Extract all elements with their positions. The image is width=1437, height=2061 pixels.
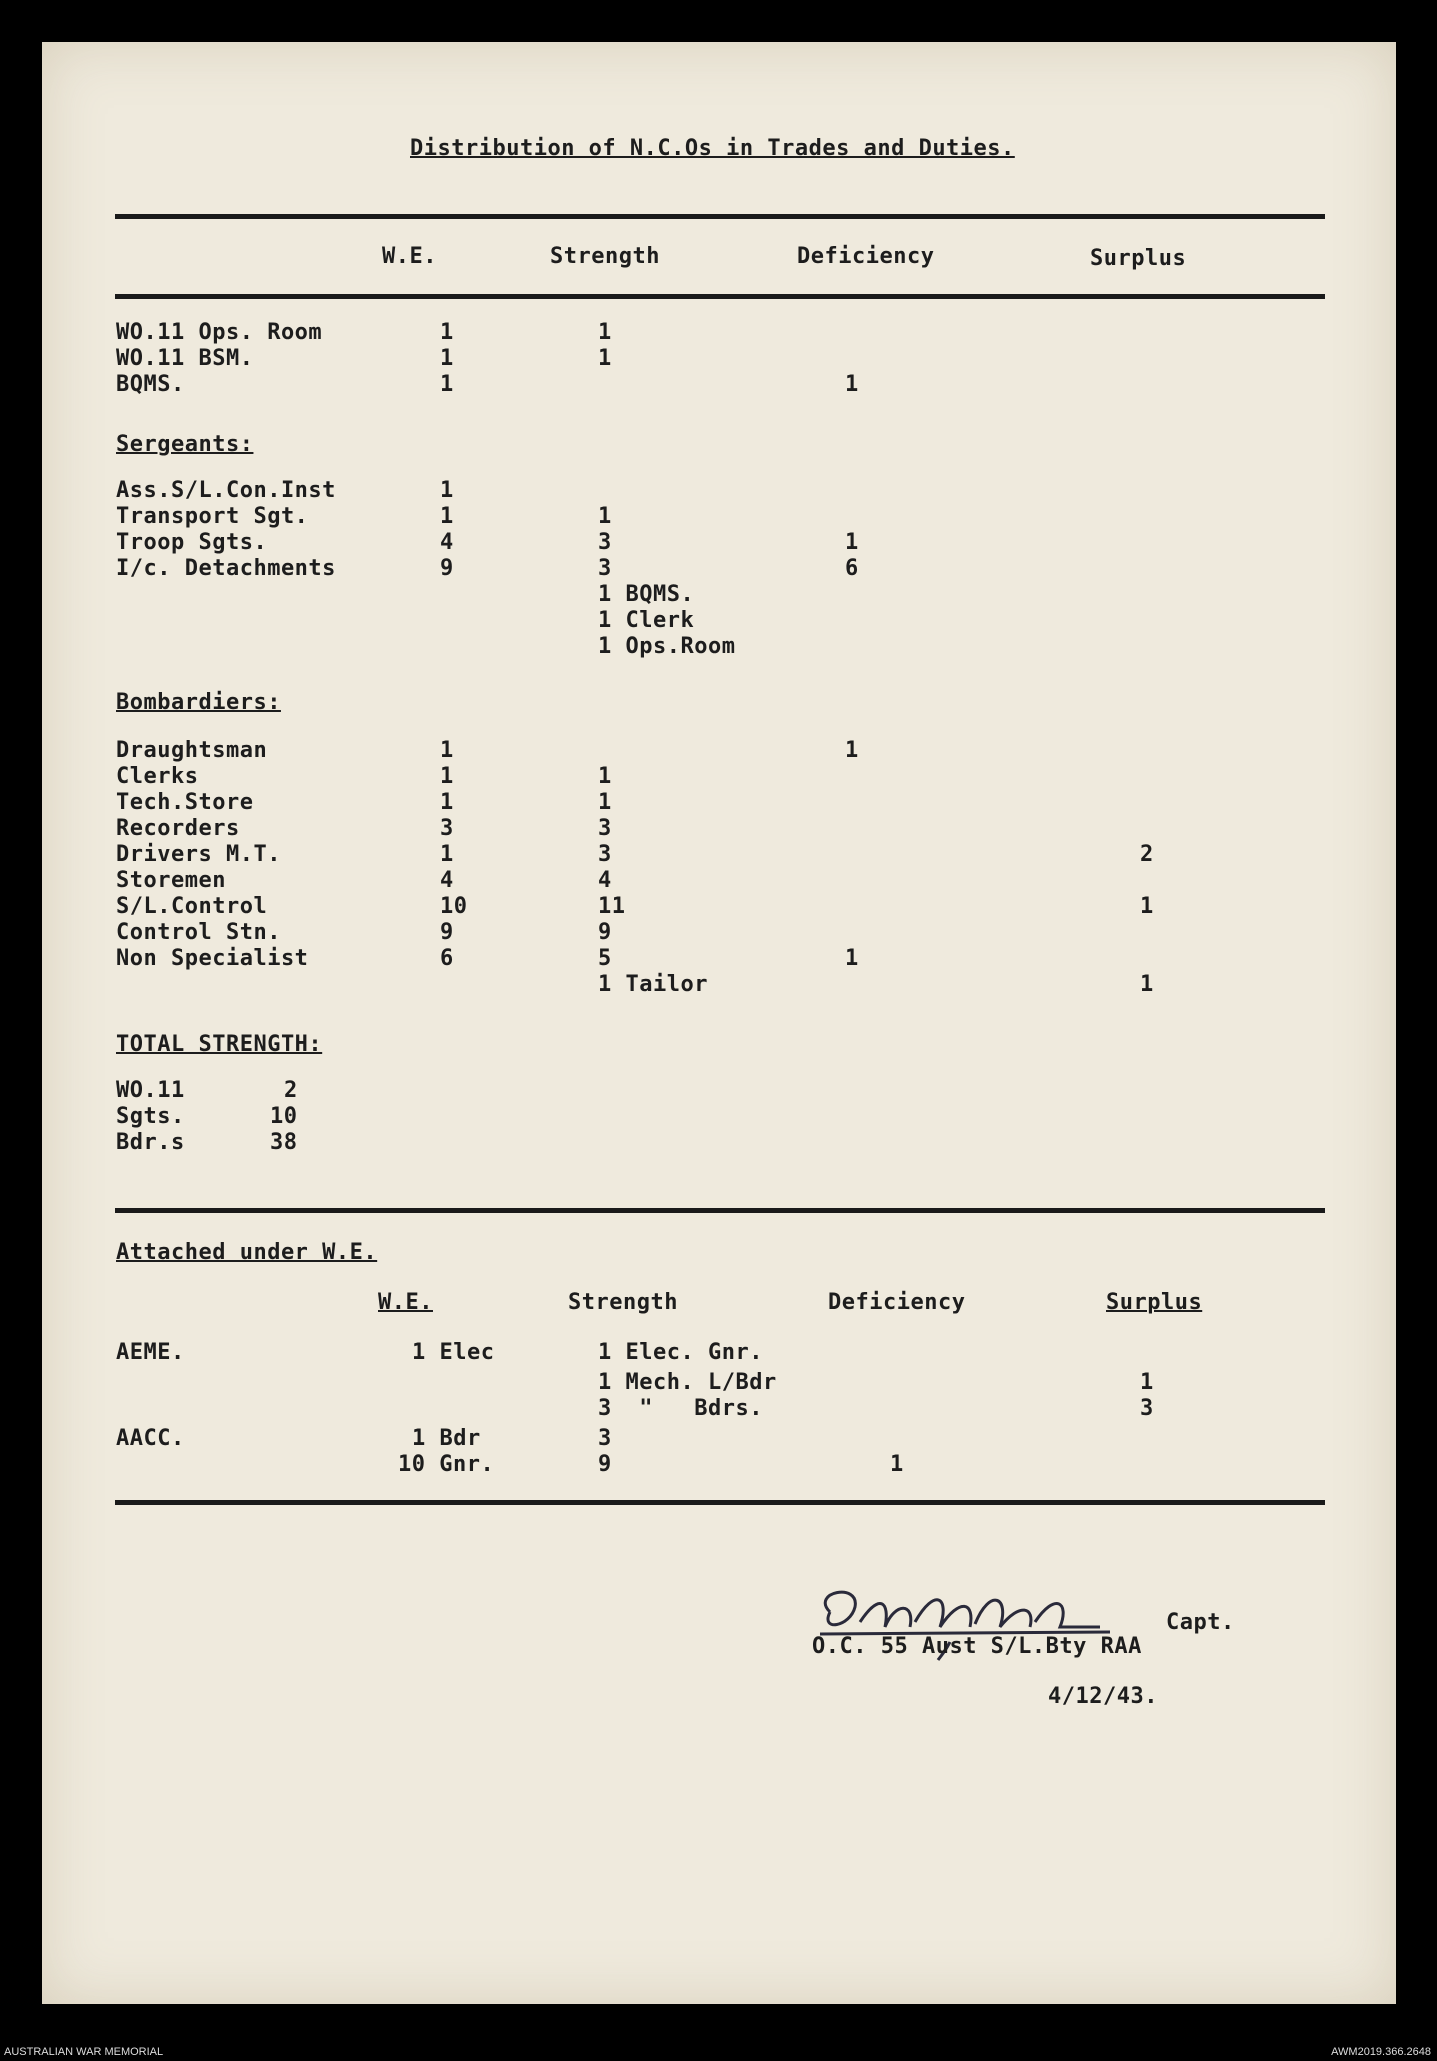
cell-surplus: 1	[1140, 972, 1154, 997]
total-value: 38	[270, 1130, 298, 1155]
cell-strength: 4	[598, 868, 612, 893]
cell-strength: 3	[598, 842, 612, 867]
total-value: 2	[284, 1078, 298, 1103]
cell-strength: 1	[598, 346, 612, 371]
cell-strength: 3	[598, 816, 612, 841]
cell-strength: 1 Ops.Room	[598, 634, 736, 659]
cell-we: 1	[440, 478, 454, 503]
row-label: S/L.Control	[116, 894, 268, 919]
attached-strength: 3 " Bdrs.	[598, 1396, 763, 1421]
attached-we: 1 Bdr	[412, 1426, 481, 1451]
header-deficiency: Deficiency	[797, 244, 935, 269]
cell-we: 1	[440, 738, 454, 763]
attached-header-deficiency: Deficiency	[828, 1290, 966, 1315]
total-label: WO.11	[116, 1078, 185, 1103]
footer-left: AUSTRALIAN WAR MEMORIAL	[4, 2046, 164, 2058]
attached-strength: 1 Mech. L/Bdr	[598, 1370, 777, 1395]
cell-we: 9	[440, 920, 454, 945]
total-label: Bdr.s	[116, 1130, 185, 1155]
row-label: Draughtsman	[116, 738, 268, 763]
total-strength-heading: TOTAL STRENGTH:	[116, 1032, 323, 1057]
row-label: WO.11 Ops. Room	[116, 320, 323, 345]
rule-under-header	[115, 294, 1325, 299]
attached-strength: 9	[598, 1452, 612, 1477]
cell-deficiency: 6	[845, 556, 859, 581]
attached-heading: Attached under W.E.	[116, 1240, 378, 1265]
cell-deficiency: 1	[845, 738, 859, 763]
cell-strength: 1 Tailor	[598, 972, 708, 997]
cell-strength: 1 BQMS.	[598, 582, 695, 607]
row-label: Storemen	[116, 868, 226, 893]
row-label: WO.11 BSM.	[116, 346, 254, 371]
footer-right: AWM2019.366.2648	[1331, 2046, 1431, 2058]
cell-we: 3	[440, 816, 454, 841]
cell-strength: 1 Clerk	[598, 608, 695, 633]
cell-we: 4	[440, 530, 454, 555]
sergeants-heading: Sergeants:	[116, 432, 254, 457]
signature-unit: O.C. 55 Aust S/L.Bty RAA	[812, 1634, 1142, 1659]
cell-strength: 3	[598, 556, 612, 581]
cell-strength: 11	[598, 894, 626, 919]
header-we: W.E.	[382, 244, 437, 269]
attached-header-surplus: Surplus	[1106, 1290, 1203, 1315]
cell-deficiency: 1	[845, 946, 859, 971]
cell-strength: 5	[598, 946, 612, 971]
row-label: Ass.S/L.Con.Inst	[116, 478, 336, 503]
row-label: Recorders	[116, 816, 240, 841]
row-label: I/c. Detachments	[116, 556, 336, 581]
cell-surplus: 1	[1140, 894, 1154, 919]
row-label: Clerks	[116, 764, 199, 789]
cell-we: 1	[440, 372, 454, 397]
row-label: Troop Sgts.	[116, 530, 268, 555]
cell-strength: 9	[598, 920, 612, 945]
row-label: Tech.Store	[116, 790, 254, 815]
cell-we: 1	[440, 504, 454, 529]
cell-we: 1	[440, 764, 454, 789]
row-label: Transport Sgt.	[116, 504, 309, 529]
attached-label: AACC.	[116, 1426, 185, 1451]
attached-strength: 3	[598, 1426, 612, 1451]
row-label: Drivers M.T.	[116, 842, 281, 867]
cell-we: 10	[440, 894, 468, 919]
header-strength: Strength	[550, 244, 660, 269]
rule-bottom	[115, 1500, 1325, 1505]
cell-strength: 1	[598, 790, 612, 815]
attached-we: 1 Elec	[412, 1340, 495, 1365]
footer-bar	[0, 2043, 1437, 2061]
row-label: BQMS.	[116, 372, 185, 397]
cell-we: 1	[440, 320, 454, 345]
cell-we: 6	[440, 946, 454, 971]
cell-we: 1	[440, 346, 454, 371]
total-value: 10	[270, 1104, 298, 1129]
header-surplus: Surplus	[1090, 246, 1187, 271]
cell-surplus: 2	[1140, 842, 1154, 867]
attached-deficiency: 1	[890, 1452, 904, 1477]
cell-we: 1	[440, 842, 454, 867]
attached-surplus: 3	[1140, 1396, 1154, 1421]
cell-strength: 1	[598, 764, 612, 789]
attached-label: AEME.	[116, 1340, 185, 1365]
rule-section	[115, 1208, 1325, 1213]
total-label: Sgts.	[116, 1104, 185, 1129]
bombardiers-heading: Bombardiers:	[116, 690, 281, 715]
cell-we: 1	[440, 790, 454, 815]
cell-deficiency: 1	[845, 372, 859, 397]
row-label: Non Specialist	[116, 946, 309, 971]
cell-we: 4	[440, 868, 454, 893]
signature-date: 4/12/43.	[1048, 1684, 1158, 1709]
signature-rank: Capt.	[1166, 1610, 1235, 1635]
cell-strength: 1	[598, 504, 612, 529]
attached-strength: 1 Elec. Gnr.	[598, 1340, 763, 1365]
cell-strength: 1	[598, 320, 612, 345]
attached-header-strength: Strength	[568, 1290, 678, 1315]
attached-surplus: 1	[1140, 1370, 1154, 1395]
cell-we: 9	[440, 556, 454, 581]
cell-deficiency: 1	[845, 530, 859, 555]
attached-we: 10 Gnr.	[398, 1452, 495, 1477]
document-title: Distribution of N.C.Os in Trades and Duties.	[410, 136, 1015, 161]
attached-header-we: W.E.	[378, 1290, 433, 1315]
row-label: Control Stn.	[116, 920, 281, 945]
cell-strength: 3	[598, 530, 612, 555]
rule-top	[115, 214, 1325, 219]
